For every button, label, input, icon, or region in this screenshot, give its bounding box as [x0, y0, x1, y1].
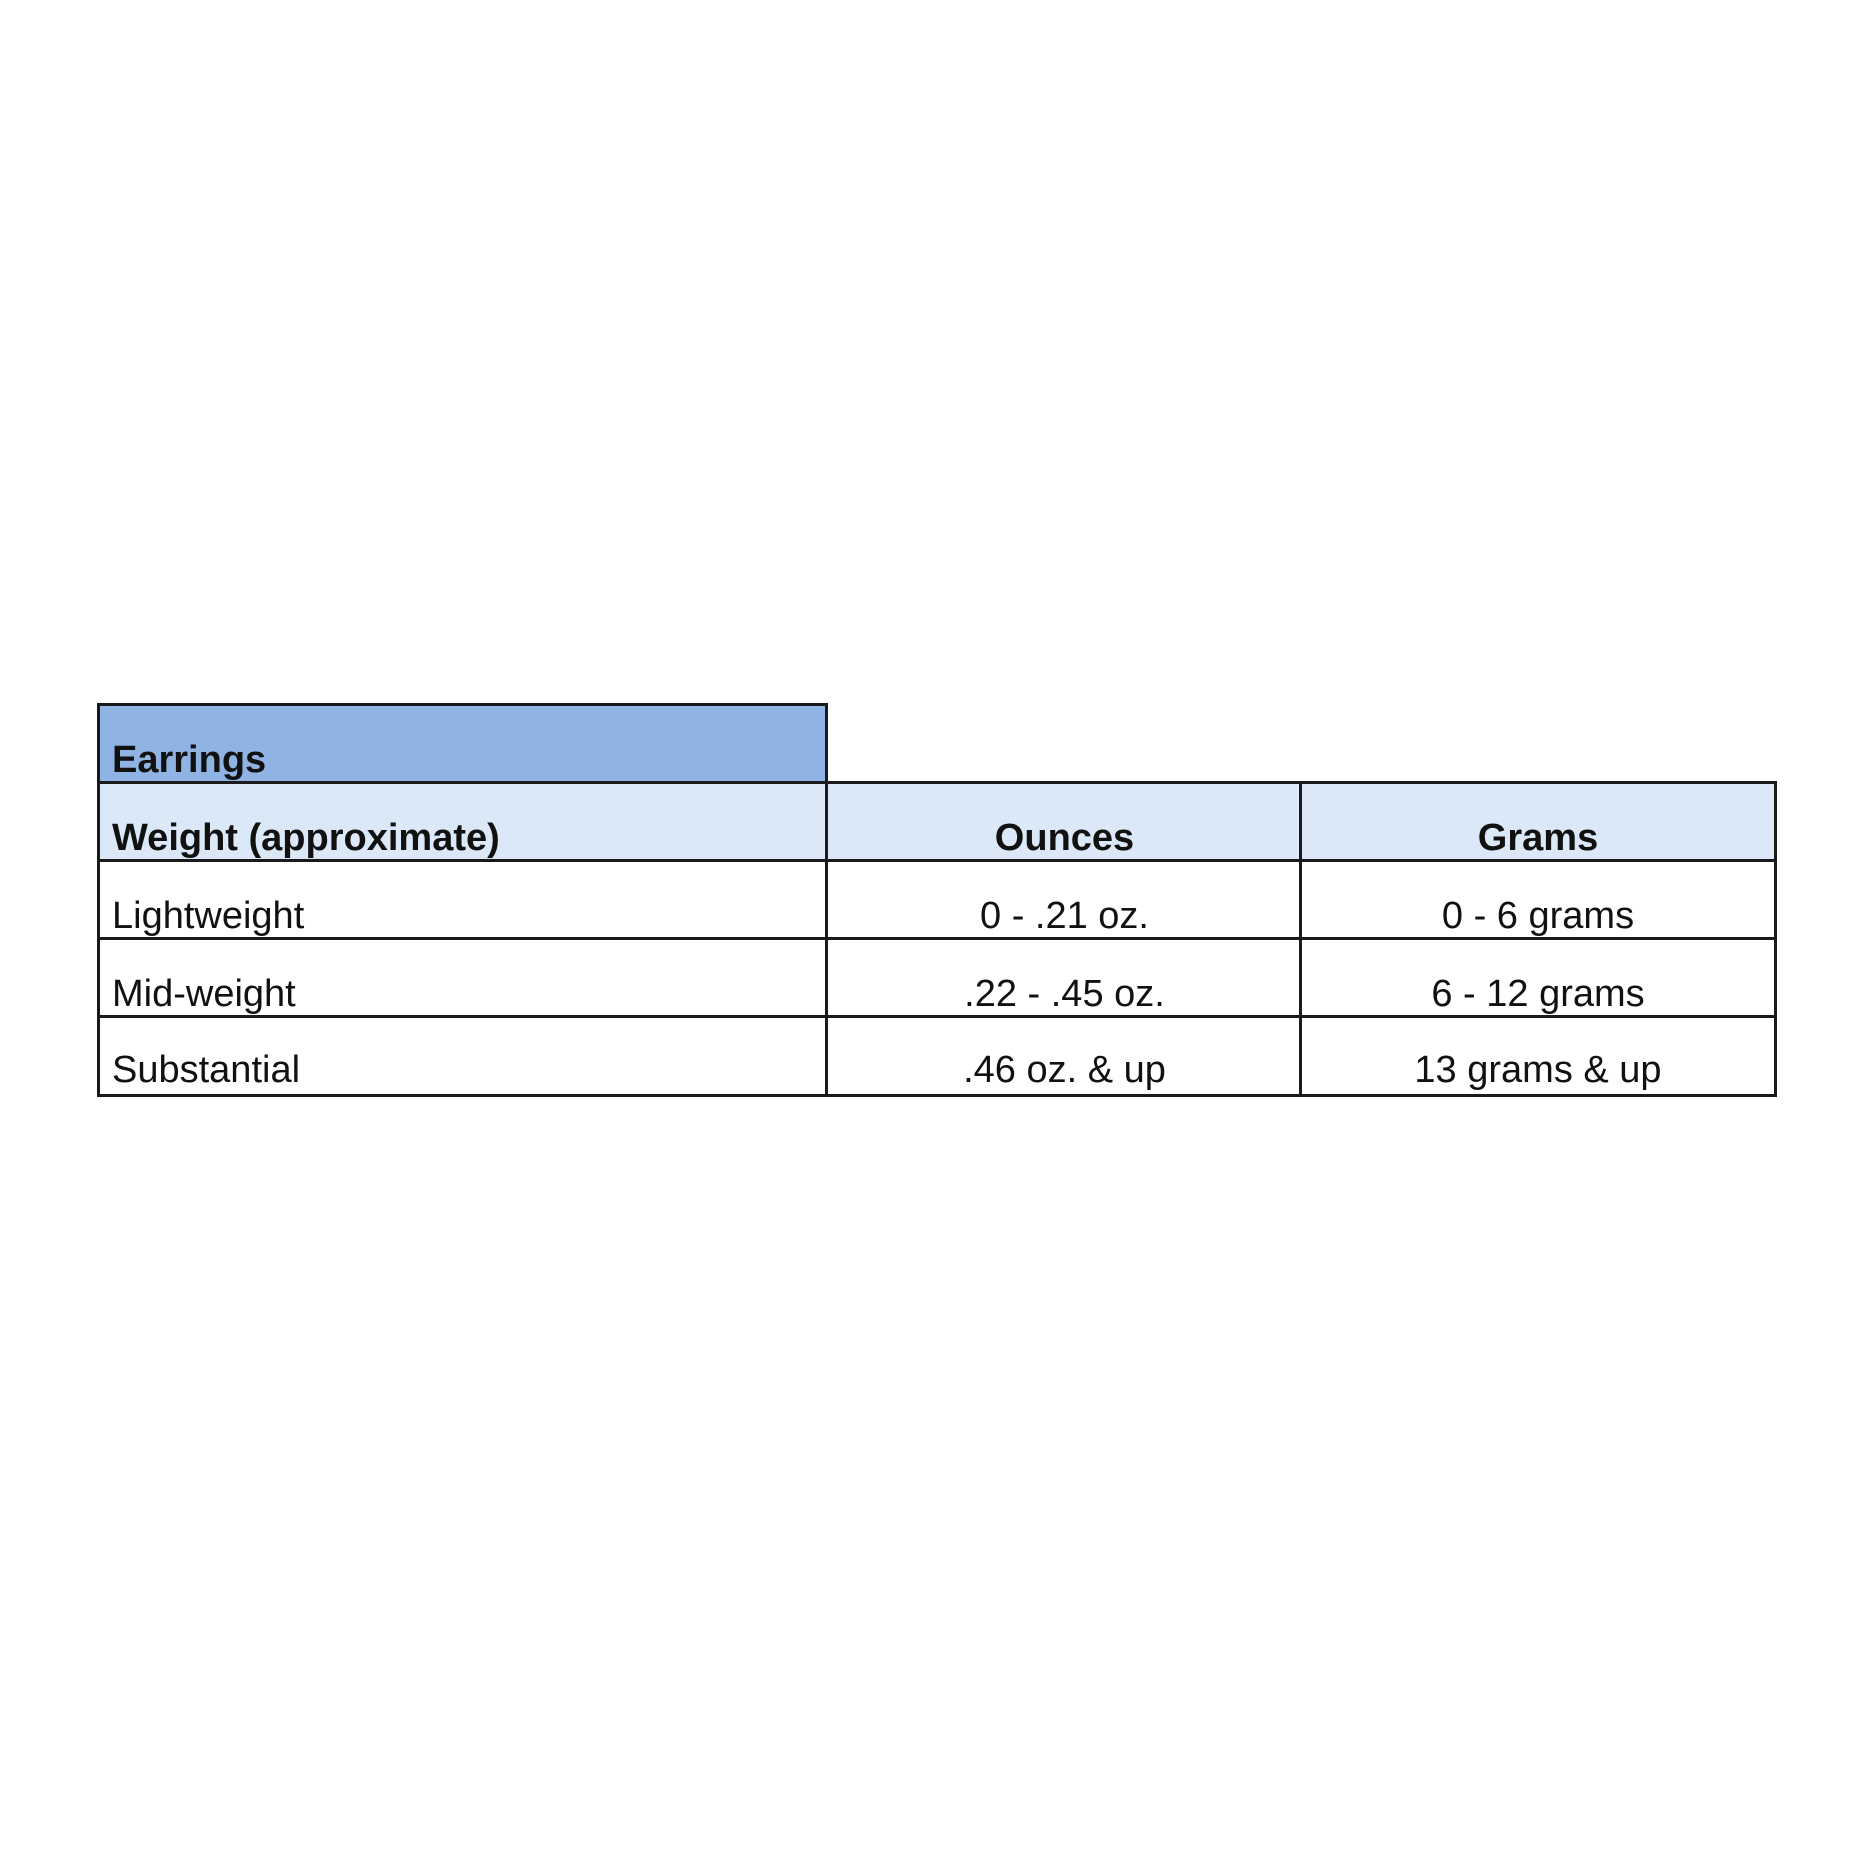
row-substantial-label: Substantial	[97, 1015, 828, 1097]
header-grams: Grams	[1299, 781, 1777, 862]
row-lightweight-label: Lightweight	[97, 859, 828, 940]
row-midweight-grams: 6 - 12 grams	[1299, 937, 1777, 1018]
row-lightweight-grams: 0 - 6 grams	[1299, 859, 1777, 940]
table-title: Earrings	[97, 703, 828, 784]
header-weight: Weight (approximate)	[97, 781, 828, 862]
row-substantial-grams: 13 grams & up	[1299, 1015, 1777, 1097]
row-midweight-label: Mid-weight	[97, 937, 828, 1018]
weight-table	[97, 703, 1777, 1097]
row-lightweight-ounces: 0 - .21 oz.	[825, 859, 1301, 940]
row-substantial-ounces: .46 oz. & up	[825, 1015, 1301, 1097]
row-midweight-ounces: .22 - .45 oz.	[825, 937, 1301, 1018]
header-ounces: Ounces	[825, 781, 1301, 862]
